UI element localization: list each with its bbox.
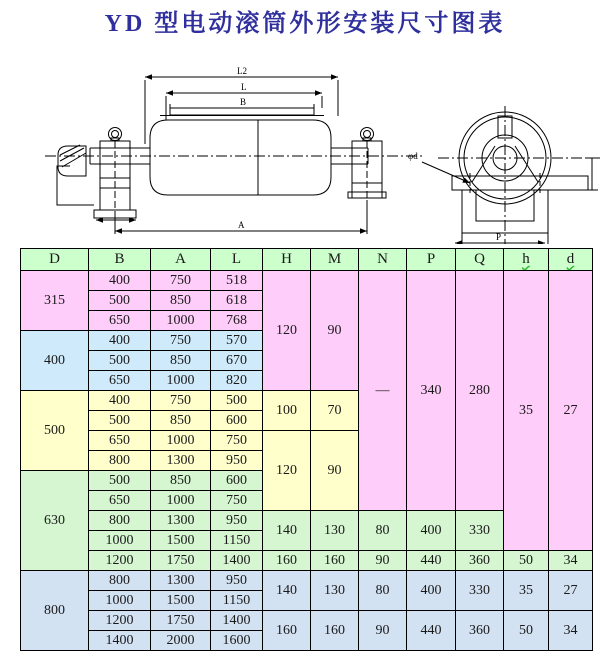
cell-A: 850 bbox=[151, 411, 211, 431]
table-row bbox=[21, 271, 593, 291]
cell-A: 1300 bbox=[151, 451, 211, 471]
cell-d: 34 bbox=[549, 551, 593, 571]
cell-M: 90 bbox=[311, 431, 359, 511]
cell-Q: 280 bbox=[456, 271, 504, 511]
column-header-label: L bbox=[231, 251, 242, 267]
column-header-L bbox=[211, 249, 263, 271]
cell-A: 1500 bbox=[151, 531, 211, 551]
cell-B: 800 bbox=[89, 511, 151, 531]
cell-L: 950 bbox=[211, 571, 263, 591]
dim-label-base: P bbox=[496, 232, 502, 242]
cell-L: 950 bbox=[211, 511, 263, 531]
document-page bbox=[0, 10, 610, 650]
cell-A: 750 bbox=[151, 331, 211, 351]
cell-B: 1000 bbox=[89, 591, 151, 611]
cell-L: 1150 bbox=[211, 591, 263, 611]
cell-d: 27 bbox=[549, 271, 593, 551]
column-header-h bbox=[504, 249, 549, 271]
cell-H: 100 bbox=[263, 391, 311, 431]
cell-L: 750 bbox=[211, 491, 263, 511]
cell-M: 160 bbox=[311, 551, 359, 571]
cell-L: 1600 bbox=[211, 631, 263, 651]
page-title: YD 型电动滚筒外形安装尺寸图表 bbox=[104, 11, 506, 37]
cell-L: 500 bbox=[211, 391, 263, 411]
cell-M: 70 bbox=[311, 391, 359, 431]
cell-B: 400 bbox=[89, 331, 151, 351]
table-row bbox=[21, 611, 593, 631]
cell-Q: 360 bbox=[456, 551, 504, 571]
cell-h: 35 bbox=[504, 271, 549, 551]
table-header-row bbox=[21, 249, 593, 271]
cell-N: 90 bbox=[359, 611, 407, 651]
cell-H: 140 bbox=[263, 571, 311, 611]
column-header-label: B bbox=[114, 251, 125, 267]
cell-H: 160 bbox=[263, 551, 311, 571]
cell-B: 650 bbox=[89, 431, 151, 451]
side-view bbox=[45, 66, 422, 234]
cell-Q: 360 bbox=[456, 611, 504, 651]
cell-B: 1400 bbox=[89, 631, 151, 651]
column-header-N bbox=[359, 249, 407, 271]
cell-N: 90 bbox=[359, 551, 407, 571]
column-header-A bbox=[151, 249, 211, 271]
cell-h: 50 bbox=[504, 551, 549, 571]
column-header-label: H bbox=[281, 251, 292, 267]
cell-L: 950 bbox=[211, 451, 263, 471]
column-header-label: P bbox=[426, 251, 436, 267]
cell-A: 750 bbox=[151, 271, 211, 291]
cell-L: 570 bbox=[211, 331, 263, 351]
cell-M: 130 bbox=[311, 511, 359, 551]
cell-P: 440 bbox=[407, 611, 456, 651]
column-header-B bbox=[89, 249, 151, 271]
cell-B: 500 bbox=[89, 351, 151, 371]
cell-Q: 330 bbox=[456, 511, 504, 551]
cell-N: 80 bbox=[359, 511, 407, 551]
cell-D: 500 bbox=[21, 391, 89, 471]
cell-L: 1400 bbox=[211, 611, 263, 631]
cell-A: 1000 bbox=[151, 371, 211, 391]
column-header-label: d bbox=[566, 251, 575, 267]
cell-D: 630 bbox=[21, 471, 89, 571]
cell-P: 340 bbox=[407, 271, 456, 511]
table-row bbox=[21, 551, 593, 571]
cell-B: 650 bbox=[89, 371, 151, 391]
cell-D: 400 bbox=[21, 331, 89, 391]
cell-A: 1000 bbox=[151, 311, 211, 331]
cell-B: 400 bbox=[89, 271, 151, 291]
dimension-table-body bbox=[21, 271, 593, 651]
end-view bbox=[408, 106, 600, 244]
cell-L: 618 bbox=[211, 291, 263, 311]
cell-D: 315 bbox=[21, 271, 89, 331]
cell-B: 1000 bbox=[89, 531, 151, 551]
cell-h: 35 bbox=[504, 571, 549, 611]
cell-M: 160 bbox=[311, 611, 359, 651]
dim-label-hole: φd bbox=[408, 151, 418, 161]
cell-A: 1750 bbox=[151, 611, 211, 631]
column-header-Q bbox=[456, 249, 504, 271]
cell-L: 600 bbox=[211, 411, 263, 431]
column-header-D bbox=[21, 249, 89, 271]
column-header-label: D bbox=[49, 251, 60, 267]
cell-L: 1150 bbox=[211, 531, 263, 551]
cell-B: 500 bbox=[89, 411, 151, 431]
cell-B: 650 bbox=[89, 311, 151, 331]
cell-B: 1200 bbox=[89, 551, 151, 571]
cell-A: 2000 bbox=[151, 631, 211, 651]
cell-P: 400 bbox=[407, 511, 456, 551]
dimension-table bbox=[20, 248, 593, 651]
cell-B: 500 bbox=[89, 291, 151, 311]
cell-A: 1750 bbox=[151, 551, 211, 571]
dim-label-length: L bbox=[241, 82, 247, 92]
column-header-d bbox=[549, 249, 593, 271]
cell-A: 1000 bbox=[151, 431, 211, 451]
cell-L: 670 bbox=[211, 351, 263, 371]
cell-d: 27 bbox=[549, 571, 593, 611]
cell-N: — bbox=[359, 271, 407, 511]
cell-L: 518 bbox=[211, 271, 263, 291]
column-header-H bbox=[263, 249, 311, 271]
column-header-label: Q bbox=[474, 251, 485, 267]
cell-A: 850 bbox=[151, 291, 211, 311]
column-header-label: N bbox=[377, 251, 388, 267]
cell-A: 1000 bbox=[151, 491, 211, 511]
column-header-label: h bbox=[522, 251, 530, 267]
technical-drawing bbox=[0, 56, 610, 244]
cell-d: 34 bbox=[549, 611, 593, 651]
drawing-svg bbox=[0, 56, 610, 244]
cell-A: 750 bbox=[151, 391, 211, 411]
cell-L: 768 bbox=[211, 311, 263, 331]
cell-A: 1300 bbox=[151, 511, 211, 531]
cell-Q: 330 bbox=[456, 571, 504, 611]
table-row bbox=[21, 571, 593, 591]
cell-H: 120 bbox=[263, 271, 311, 391]
column-header-label: A bbox=[175, 251, 186, 267]
cell-A: 1300 bbox=[151, 571, 211, 591]
cell-P: 400 bbox=[407, 571, 456, 611]
cell-M: 130 bbox=[311, 571, 359, 611]
cell-H: 140 bbox=[263, 511, 311, 551]
cell-L: 750 bbox=[211, 431, 263, 451]
cell-B: 800 bbox=[89, 451, 151, 471]
cell-H: 120 bbox=[263, 431, 311, 511]
cell-B: 800 bbox=[89, 571, 151, 591]
cell-L: 600 bbox=[211, 471, 263, 491]
column-header-P bbox=[407, 249, 456, 271]
cell-M: 90 bbox=[311, 271, 359, 391]
cell-N: 80 bbox=[359, 571, 407, 611]
cell-B: 500 bbox=[89, 471, 151, 491]
dim-label-face: B bbox=[240, 97, 247, 107]
cell-h: 50 bbox=[504, 611, 549, 651]
cell-A: 850 bbox=[151, 351, 211, 371]
cell-B: 400 bbox=[89, 391, 151, 411]
dim-label-span: A bbox=[238, 220, 245, 230]
cell-P: 440 bbox=[407, 551, 456, 571]
cell-H: 160 bbox=[263, 611, 311, 651]
cell-B: 650 bbox=[89, 491, 151, 511]
cell-A: 850 bbox=[151, 471, 211, 491]
column-header-M bbox=[311, 249, 359, 271]
dim-label-overall: L2 bbox=[237, 66, 247, 76]
cell-D: 800 bbox=[21, 571, 89, 651]
cell-L: 1400 bbox=[211, 551, 263, 571]
cell-B: 1200 bbox=[89, 611, 151, 631]
column-header-label: M bbox=[327, 251, 342, 267]
cell-L: 820 bbox=[211, 371, 263, 391]
cell-A: 1500 bbox=[151, 591, 211, 611]
